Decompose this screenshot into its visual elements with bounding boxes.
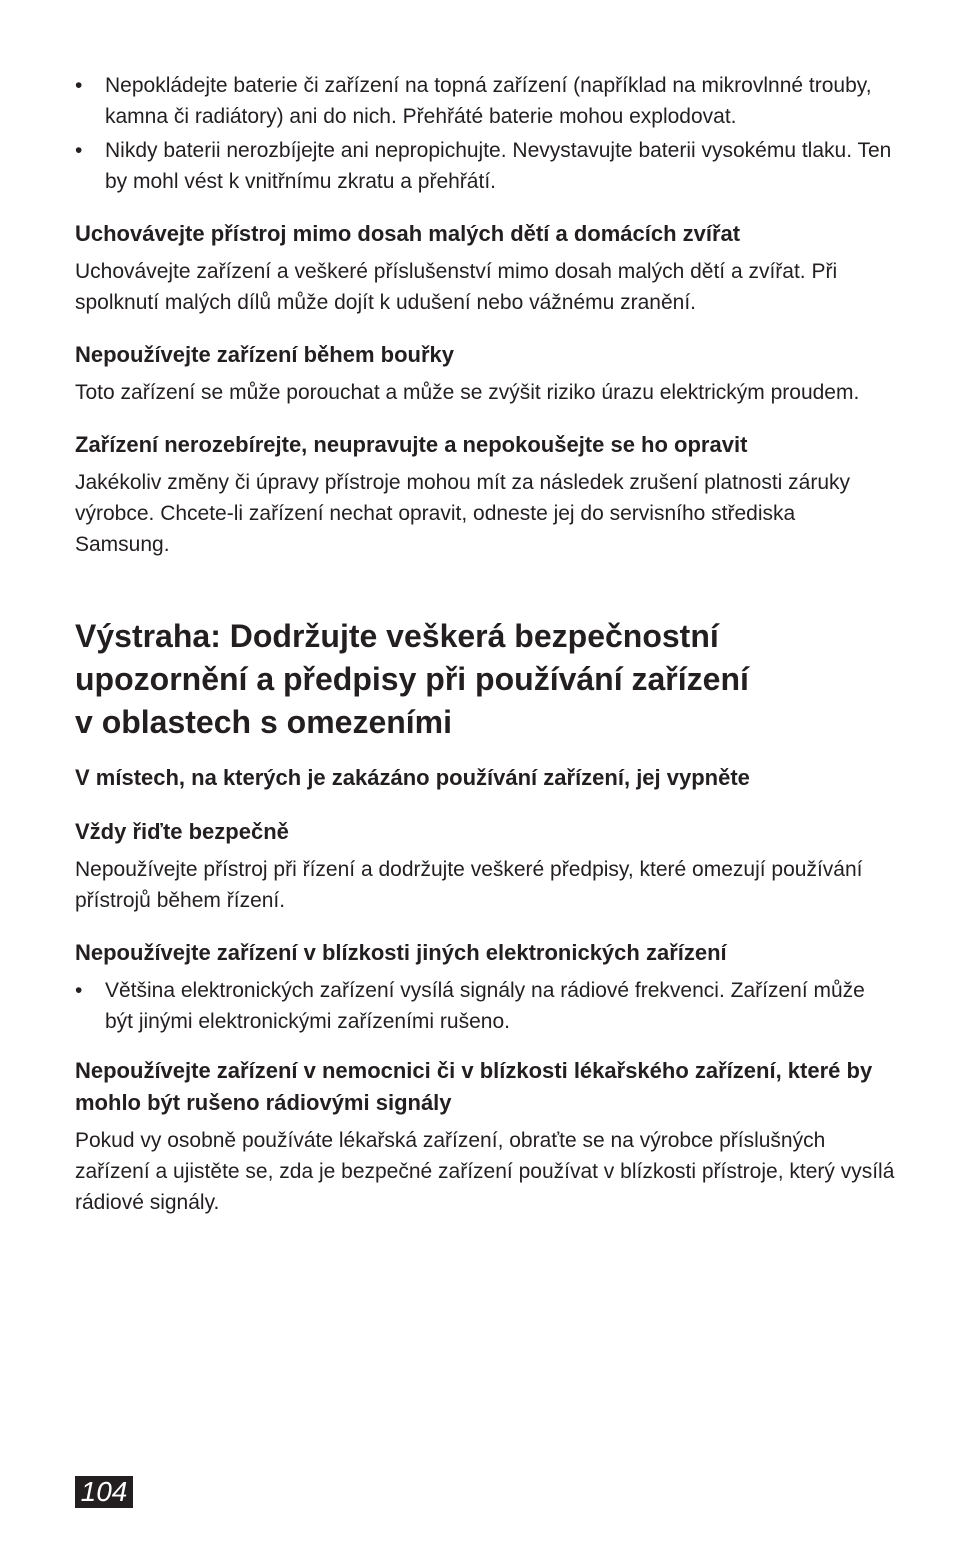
manual-page <box>75 70 895 1218</box>
bullet-text: Nikdy baterii nerozbíjejte ani nepropichujte. Nevystavujte baterii vysokému tlaku. Ten by mohl vést k vnitřnímu zkratu a přehřátí. <box>105 139 892 193</box>
section-disassembly <box>75 429 895 560</box>
warning-subheading: V místech, na kterých je zakázáno používání zařízení, jej vypněte <box>75 765 750 790</box>
section-driving <box>75 816 895 916</box>
warning-title-line: Výstraha: Dodržujte veškerá bezpečnostní <box>75 618 719 654</box>
bullet-text: Většina elektronických zařízení vysílá signály na rádiové frekvenci. Zařízení může být jinými elektronickými zařízeními rušeno. <box>105 979 865 1033</box>
section-body: Uchovávejte zařízení a veškeré příslušenství mimo dosah malých dětí a zvířat. Při spolknutí malých dílů může dojít k udušení nebo vážnému zranění. <box>75 260 838 314</box>
section-heading: Nepoužívejte zařízení v nemocnici či v blízkosti lékařského zařízení, které by mohlo být rušeno rádiovými signály <box>75 1058 873 1115</box>
section-body: Pokud vy osobně používáte lékařská zařízení, obraťte se na výrobce příslušných zařízení a ujistěte se, zda je bezpečné zařízení používat v blízkosti přístroje, který vysílá rádiové signály. <box>75 1129 895 1214</box>
bullet-dot: • <box>75 979 83 1002</box>
section-hospital <box>75 1055 895 1218</box>
warning-title-line: v oblastech s omezeními <box>75 704 453 740</box>
section-heading: Uchovávejte přístroj mimo dosah malých dětí a domácích zvířat <box>75 221 741 246</box>
bullet-text: Nepokládejte baterie či zařízení na topná zařízení (například na mikrovlnné trouby, kamna či radiátory) ani do nich. Přehřáté baterie mohou explodovat. <box>105 74 872 128</box>
section-heading: Nepoužívejte zařízení během bouřky <box>75 342 454 367</box>
section-body: Toto zařízení se může porouchat a může se zvýšit riziko úrazu elektrickým proudem. <box>75 381 860 404</box>
warning-title <box>75 615 895 744</box>
section-electronics <box>75 937 895 1037</box>
bullet-dot: • <box>75 74 83 97</box>
section-thunderstorm <box>75 339 895 408</box>
bullet-item <box>75 975 895 1037</box>
battery-bullet-list <box>75 70 895 197</box>
bullet-item <box>75 70 895 132</box>
section-children-pets <box>75 218 895 318</box>
warning-title-line: upozornění a předpisy při používání zařízení <box>75 661 749 697</box>
page-number: 104 <box>75 1476 133 1508</box>
bullet-dot: • <box>75 139 83 162</box>
bullet-item <box>75 135 895 197</box>
section-body: Nepoužívejte přístroj při řízení a dodržujte veškeré předpisy, které omezují používání přístrojů během řízení. <box>75 858 863 912</box>
section-heading: Vždy řiďte bezpečně <box>75 819 289 844</box>
section-body: Jakékoliv změny či úpravy přístroje mohou mít za následek zrušení platnosti záruky výrobce. Chcete-li zařízení nechat opravit, odneste jej do servisního střediska Samsung. <box>75 471 851 556</box>
electronics-bullet-list <box>75 975 895 1037</box>
section-heading: Zařízení nerozebírejte, neupravujte a nepokoušejte se ho opravit <box>75 432 748 457</box>
section-heading: Nepoužívejte zařízení v blízkosti jiných elektronických zařízení <box>75 940 727 965</box>
